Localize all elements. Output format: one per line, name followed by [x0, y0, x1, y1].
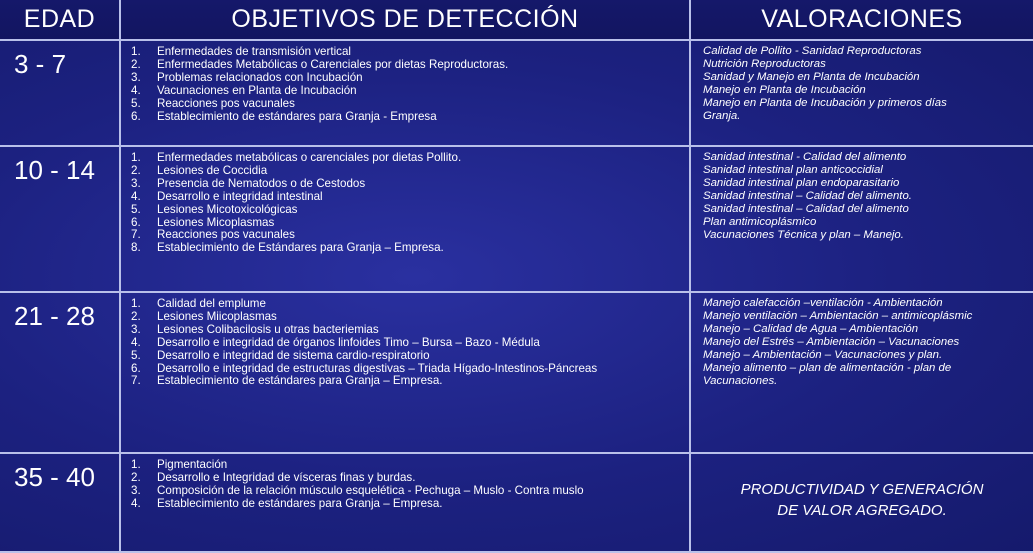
- objectives-list: [121, 293, 689, 388]
- objective-item: 8. Establecimiento de Estándares para Granja – Empresa.: [131, 241, 444, 255]
- valuation-line: Vacunaciones Técnica y plan – Manejo.: [703, 229, 904, 241]
- valuation-line: Sanidad intestinal - Calidad del alimento: [703, 151, 907, 163]
- valuation-line: DE VALOR AGREGADO.: [777, 501, 947, 519]
- age-cell: 21 - 28: [0, 293, 121, 454]
- objective-item: 2. Lesiones de Coccidia: [131, 163, 268, 177]
- objective-item: 4. Desarrollo e integridad intestinal: [131, 189, 323, 203]
- objective-item: 2. Enfermedades Metabólicas o Carenciales por dietas Reproductoras.: [131, 57, 509, 71]
- valuation-line: Manejo ventilación – Ambientación – antimicoplásmic: [703, 310, 973, 322]
- valuation-line: Sanidad intestinal – Calidad del alimento: [703, 203, 909, 215]
- valuation-line: Sanidad intestinal – Calidad del alimento.: [703, 190, 912, 202]
- objective-item: 2. Desarrollo e Integridad de vísceras finas y burdas.: [131, 470, 416, 484]
- header-valoraciones: VALORACIONES: [691, 0, 1033, 41]
- objective-item: 1. Enfermedades metabólicas o carenciales por dietas Pollito.: [131, 151, 462, 164]
- valuation-line: Manejo calefacción –ventilación - Ambientación: [703, 297, 943, 309]
- header-edad: EDAD: [0, 0, 121, 41]
- objectives-list: [121, 41, 689, 123]
- valuation-line: Manejo en Planta de Incubación: [703, 84, 866, 96]
- objective-item: 7. Reacciones pos vacunales: [131, 228, 295, 242]
- valuation-line: Manejo en Planta de Incubación y primeros días: [703, 97, 947, 109]
- objective-item: 4. Desarrollo e integridad de órganos linfoides Timo – Bursa – Bazo - Médula: [131, 335, 540, 349]
- valuation-line: Nutrición Reproductoras: [703, 58, 826, 70]
- objective-item: 3. Composición de la relación músculo esquelética - Pechuga – Muslo - Contra muslo: [131, 483, 584, 497]
- objectives-cell: [121, 454, 691, 553]
- objectives-cell: [121, 147, 691, 293]
- valuation-line: Sanidad intestinal plan endoparasitario: [703, 177, 900, 189]
- valuation-line: Sanidad y Manejo en Planta de Incubación: [703, 71, 920, 83]
- objective-item: 3. Lesiones Colibacilosis u otras bacteriemias: [131, 322, 379, 336]
- objective-item: 1. Calidad del emplume: [131, 297, 266, 310]
- objective-item: 1. Enfermedades de transmisión vertical: [131, 45, 351, 58]
- valuation-line: Manejo del Estrés – Ambientación – Vacunaciones: [703, 336, 960, 348]
- age-cell: 10 - 14: [0, 147, 121, 293]
- objective-item: 4. Establecimiento de estándares para Granja – Empresa.: [131, 496, 443, 510]
- objective-item: 2. Lesiones Miicoplasmas: [131, 309, 277, 323]
- valuations-cell: [691, 454, 1033, 553]
- objective-item: 6. Desarrollo e integridad de estructuras digestivas – Triada Hígado-Intestinos-Páncreas: [131, 361, 598, 375]
- header-objetivos: OBJETIVOS DE DETECCIÓN: [121, 0, 691, 41]
- objectives-list: [121, 147, 689, 255]
- objectives-list: [121, 454, 689, 511]
- objective-item: 5. Desarrollo e integridad de sistema cardio-respiratorio: [131, 348, 430, 362]
- objective-item: 1. Pigmentación: [131, 458, 228, 471]
- valuation-line: Vacunaciones.: [703, 375, 778, 387]
- age-cell: 3 - 7: [0, 41, 121, 147]
- valuation-line: Calidad de Pollito - Sanidad Reproductoras: [703, 45, 922, 57]
- valuations-cell: [691, 293, 1033, 454]
- objective-item: 6. Establecimiento de estándares para Granja - Empresa: [131, 109, 437, 123]
- valuation-line: Manejo – Calidad de Agua – Ambientación: [703, 323, 919, 335]
- valuation-line: Manejo – Ambientación – Vacunaciones y plan.: [703, 349, 943, 361]
- objective-item: 6. Lesiones Micoplasmas: [131, 215, 275, 229]
- objective-item: 3. Problemas relacionados con Incubación: [131, 70, 363, 84]
- valuation-line: Plan antimicoplásmico: [703, 216, 817, 228]
- objective-item: 5. Reacciones pos vacunales: [131, 96, 295, 110]
- objective-item: 7. Establecimiento de estándares para Granja – Empresa.: [131, 374, 443, 388]
- objective-item: 5. Lesiones Micotoxicológicas: [131, 202, 298, 216]
- objective-item: 4. Vacunaciones en Planta de Incubación: [131, 83, 357, 97]
- objectives-cell: [121, 41, 691, 147]
- valuation-line: Sanidad intestinal plan anticoccidial: [703, 164, 883, 176]
- valuations-cell: [691, 41, 1033, 147]
- valuations-cell: [691, 147, 1033, 293]
- age-cell: 35 - 40: [0, 454, 121, 553]
- valuation-line: PRODUCTIVIDAD Y GENERACIÓN: [740, 480, 984, 498]
- objectives-cell: [121, 293, 691, 454]
- objective-item: 3. Presencia de Nematodos o de Cestodos: [131, 176, 366, 190]
- valuation-line: Manejo alimento – plan de alimentación - plan de: [703, 362, 952, 374]
- valuation-line: Granja.: [703, 110, 741, 122]
